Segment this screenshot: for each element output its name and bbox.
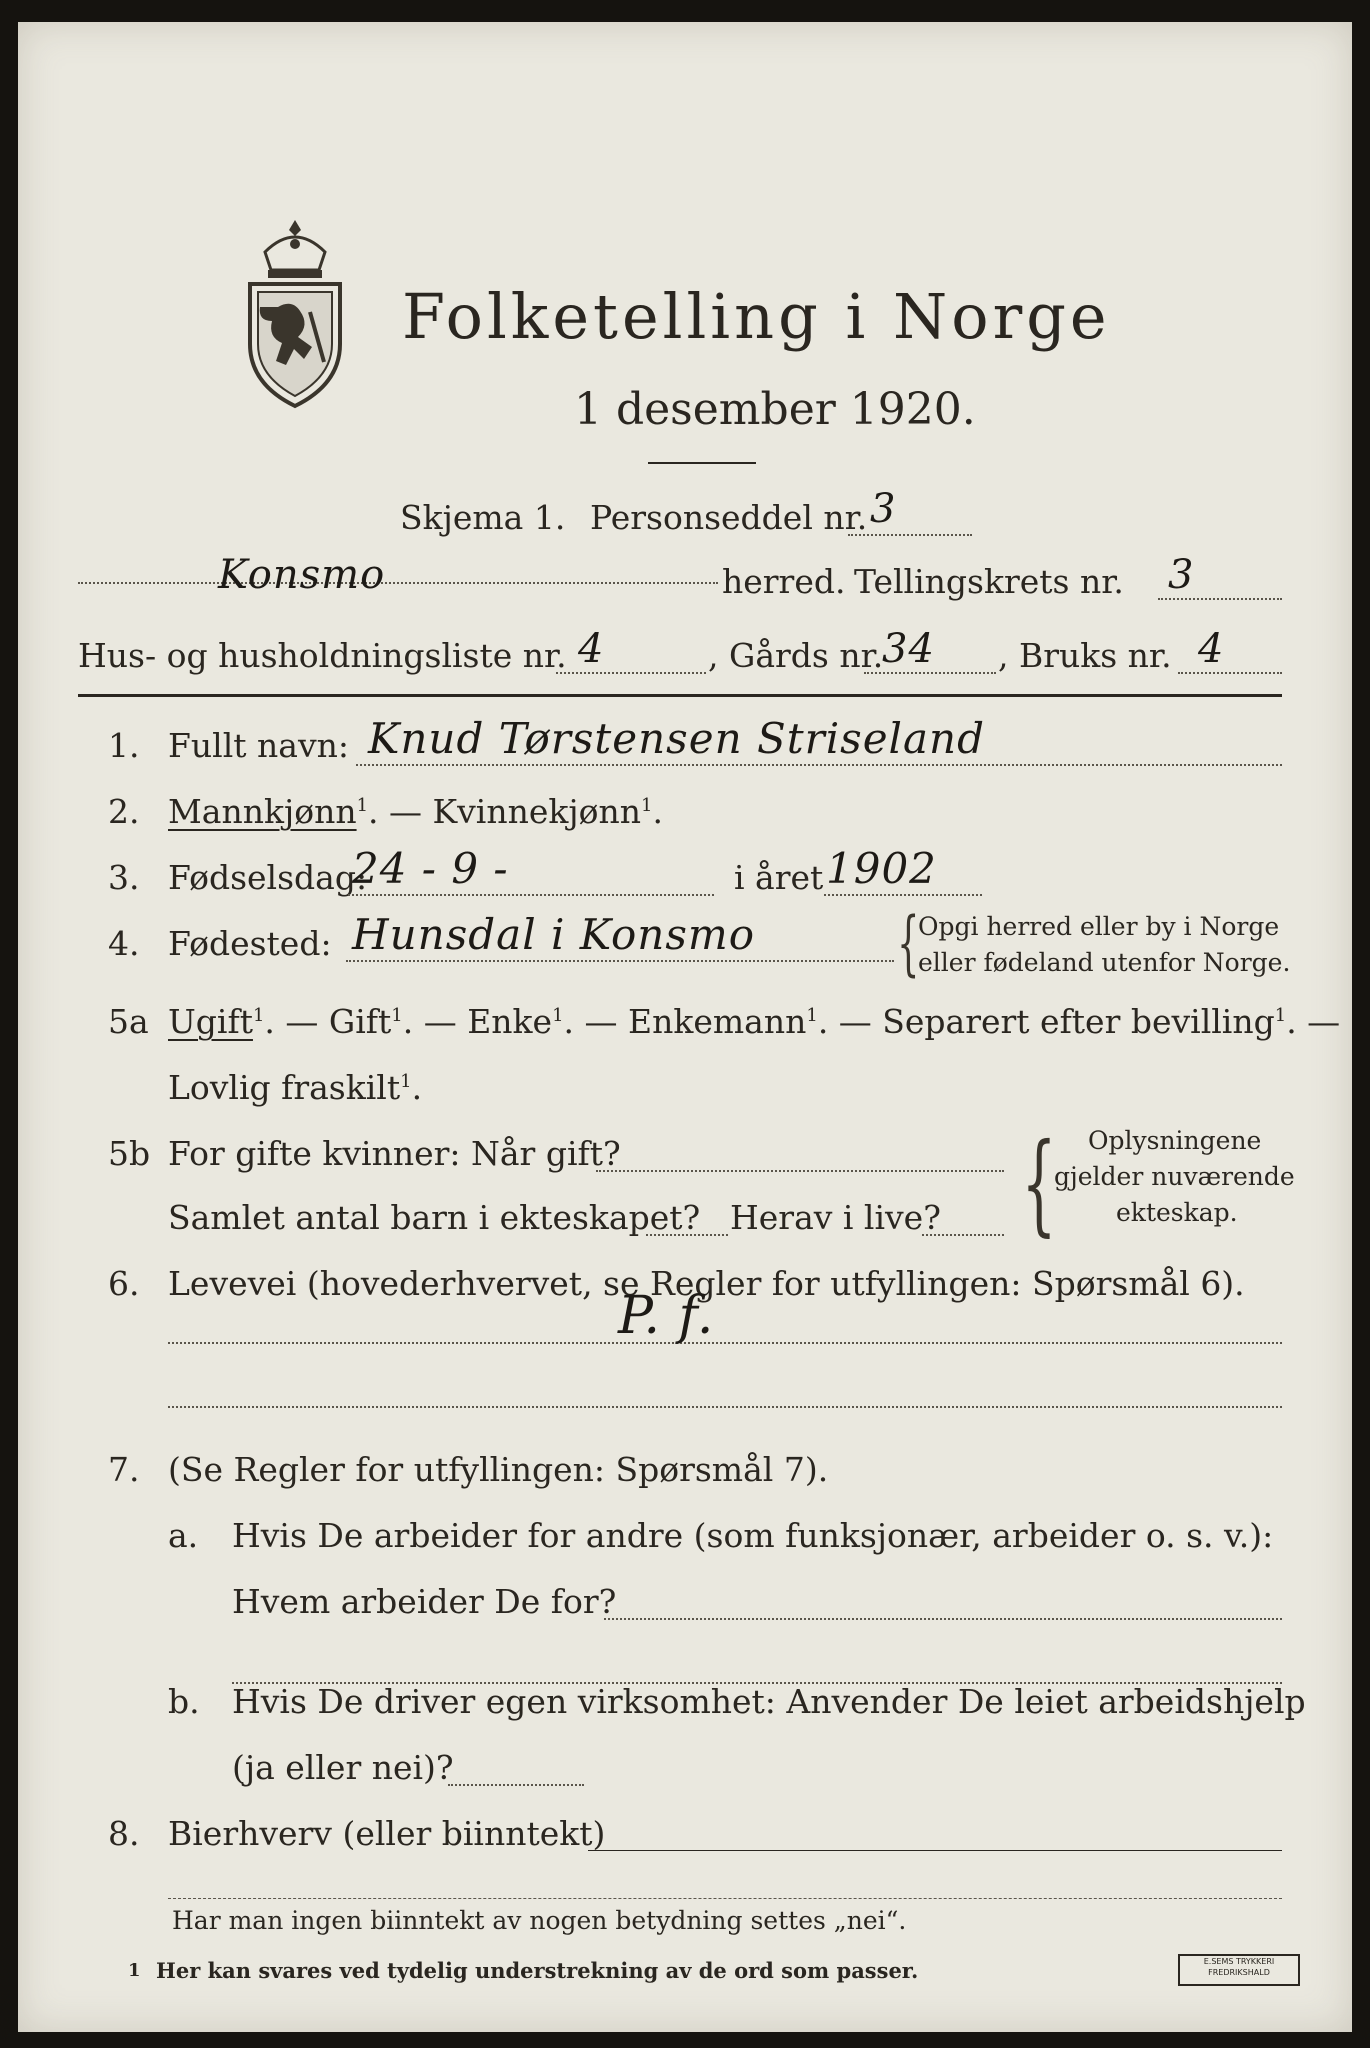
q6-field-2[interactable] xyxy=(168,1406,1282,1408)
q6-value: P. f. xyxy=(618,1286,715,1346)
q5b-alive-field[interactable] xyxy=(922,1234,1004,1236)
q1-value: Knud Tørstensen Striseland xyxy=(368,714,985,763)
q6-number: 6. xyxy=(108,1264,140,1303)
printer-stamp-line1: E.SEMS TRYKKERI xyxy=(1203,1957,1275,1966)
q8-number: 8. xyxy=(108,1814,140,1853)
q4-brace: { xyxy=(897,902,920,984)
personseddel-value: 3 xyxy=(870,486,897,532)
q7a-number: a. xyxy=(168,1516,199,1555)
footer-divider xyxy=(168,1898,1282,1899)
q1-label: Fullt navn: xyxy=(168,726,349,765)
coat-of-arms-icon xyxy=(240,212,350,412)
q3-year-value: 1902 xyxy=(826,844,937,893)
q4-field[interactable] xyxy=(346,960,894,962)
q5a-line2: Lovlig fraskilt$^1$. xyxy=(168,1068,423,1107)
title-divider xyxy=(648,462,756,464)
q2-female-option[interactable]: Kvinnekjønn xyxy=(432,792,642,831)
personseddel-label: Personseddel nr. xyxy=(590,498,868,537)
tellingskrets-label: Tellingskrets nr. xyxy=(854,562,1124,601)
q5b-number: 5b xyxy=(108,1134,151,1173)
q4-note-line2: eller fødeland utenfor Norge. xyxy=(918,948,1291,977)
q4-note-line1: Opgi herred eller by i Norge xyxy=(918,912,1280,941)
skjema-label: Skjema 1. xyxy=(400,498,566,537)
q2-separator: . — xyxy=(368,792,433,831)
gards-field[interactable] xyxy=(864,672,996,674)
tellingskrets-value: 3 xyxy=(1168,552,1195,598)
census-date: 1 desember 1920. xyxy=(574,384,976,435)
q8-label: Bierhverv (eller biinntekt) xyxy=(168,1814,606,1853)
q5a-gift-option[interactable]: . — Gift xyxy=(264,1002,392,1041)
q8-field[interactable] xyxy=(588,1850,1282,1851)
gards-label: , Gårds nr. xyxy=(708,636,884,675)
q5a-separert-option[interactable]: . — Separert efter bevilling xyxy=(817,1002,1275,1041)
footnote-mark: 1 xyxy=(128,1960,141,1981)
herred-label: herred. xyxy=(722,562,846,601)
q7a-label: Hvis De arbeider for andre (som funksjonær, arbeider o. s. v.): xyxy=(232,1516,1274,1555)
q7-number: 7. xyxy=(108,1450,140,1489)
q7b-field[interactable] xyxy=(448,1784,584,1786)
q7a-field-1[interactable] xyxy=(604,1618,1282,1620)
bruks-field[interactable] xyxy=(1178,672,1282,674)
tellingskrets-field[interactable] xyxy=(1158,598,1282,600)
q3-number: 3. xyxy=(108,858,140,897)
q1-number: 1. xyxy=(108,726,140,765)
form-title: Folketelling i Norge xyxy=(402,280,1111,353)
q2-male-option[interactable]: Mannkjønn xyxy=(168,792,357,831)
footnote-text: Her kan svares ved tydelig understrekning av de ord som passer. xyxy=(156,1958,919,1983)
q5b-note-line1: Oplysningene xyxy=(1088,1126,1262,1155)
q5b-label2: Samlet antal barn i ekteskapet? xyxy=(168,1198,701,1237)
herred-field[interactable] xyxy=(78,582,718,584)
q5a-enke-option[interactable]: . — Enke xyxy=(402,1002,553,1041)
header-divider xyxy=(78,694,1282,697)
q7b-number: b. xyxy=(168,1682,200,1721)
q4-number: 4. xyxy=(108,924,140,963)
q5b-label3: Herav i live? xyxy=(730,1198,941,1237)
printer-stamp xyxy=(1178,1954,1300,1986)
q5b-brace: { xyxy=(1021,1119,1057,1247)
q3-label: Fødselsdag: xyxy=(168,858,368,897)
q2-number: 2. xyxy=(108,792,140,831)
q5a-enkemann-option[interactable]: . — Enkemann xyxy=(563,1002,807,1041)
husliste-field[interactable] xyxy=(556,672,706,674)
q5a-options: Ugift$^1$. — Gift$^1$. — Enke$^1$. — Enkemann$^1$. — Separert efter bevilling$^1$. — xyxy=(168,1002,1341,1041)
q5b-label1: For gifte kvinner: Når gift? xyxy=(168,1134,621,1173)
gards-value: 34 xyxy=(882,626,935,672)
q5a-number: 5a xyxy=(108,1002,149,1041)
bruks-label: , Bruks nr. xyxy=(998,636,1172,675)
husliste-label: Hus- og husholdningsliste nr. xyxy=(78,636,567,675)
bruks-value: 4 xyxy=(1198,626,1225,672)
q7a-label2: Hvem arbeider De for? xyxy=(232,1582,617,1621)
q1-field[interactable] xyxy=(356,764,1282,766)
q5b-children-field[interactable] xyxy=(646,1234,728,1236)
q6-field-1[interactable] xyxy=(168,1342,1282,1344)
printer-stamp-line2: FREDRIKSHALD xyxy=(1208,1968,1270,1977)
q5b-note-line2: gjelder nuværende xyxy=(1054,1162,1295,1191)
q5b-note-line3: ekteskap. xyxy=(1116,1198,1238,1227)
q7-label: (Se Regler for utfyllingen: Spørsmål 7). xyxy=(168,1450,829,1489)
q5b-married-field[interactable] xyxy=(596,1170,1004,1172)
q3-date-value: 24 - 9 - xyxy=(352,844,509,893)
q4-value: Hunsdal i Konsmo xyxy=(352,910,756,959)
q4-label: Fødested: xyxy=(168,924,332,963)
husliste-value: 4 xyxy=(578,626,605,672)
footer-note: Har man ingen biinntekt av nogen betydning settes „nei“. xyxy=(172,1906,907,1935)
census-form-sheet xyxy=(18,22,1352,2032)
herred-value: Konsmo xyxy=(218,552,386,598)
q6-label: Levevei (hovederhvervet, se Regler for utfyllingen: Spørsmål 6). xyxy=(168,1264,1245,1303)
q5a-ugift-option[interactable]: Ugift xyxy=(168,1002,253,1041)
q5a-fraskilt-option[interactable]: Lovlig fraskilt xyxy=(168,1068,401,1107)
q3-date-field[interactable] xyxy=(348,894,714,896)
q2-options: Mannkjønn$^1$. — Kvinnekjønn$^1$. xyxy=(168,792,663,831)
q7b-label: Hvis De driver egen virksomhet: Anvender De leiet arbeidshjelp xyxy=(232,1682,1306,1721)
q3-year-label: i året xyxy=(734,858,824,897)
personseddel-field[interactable] xyxy=(848,534,972,536)
q3-year-field[interactable] xyxy=(824,894,982,896)
q7b-label2: (ja eller nei)? xyxy=(232,1748,454,1787)
